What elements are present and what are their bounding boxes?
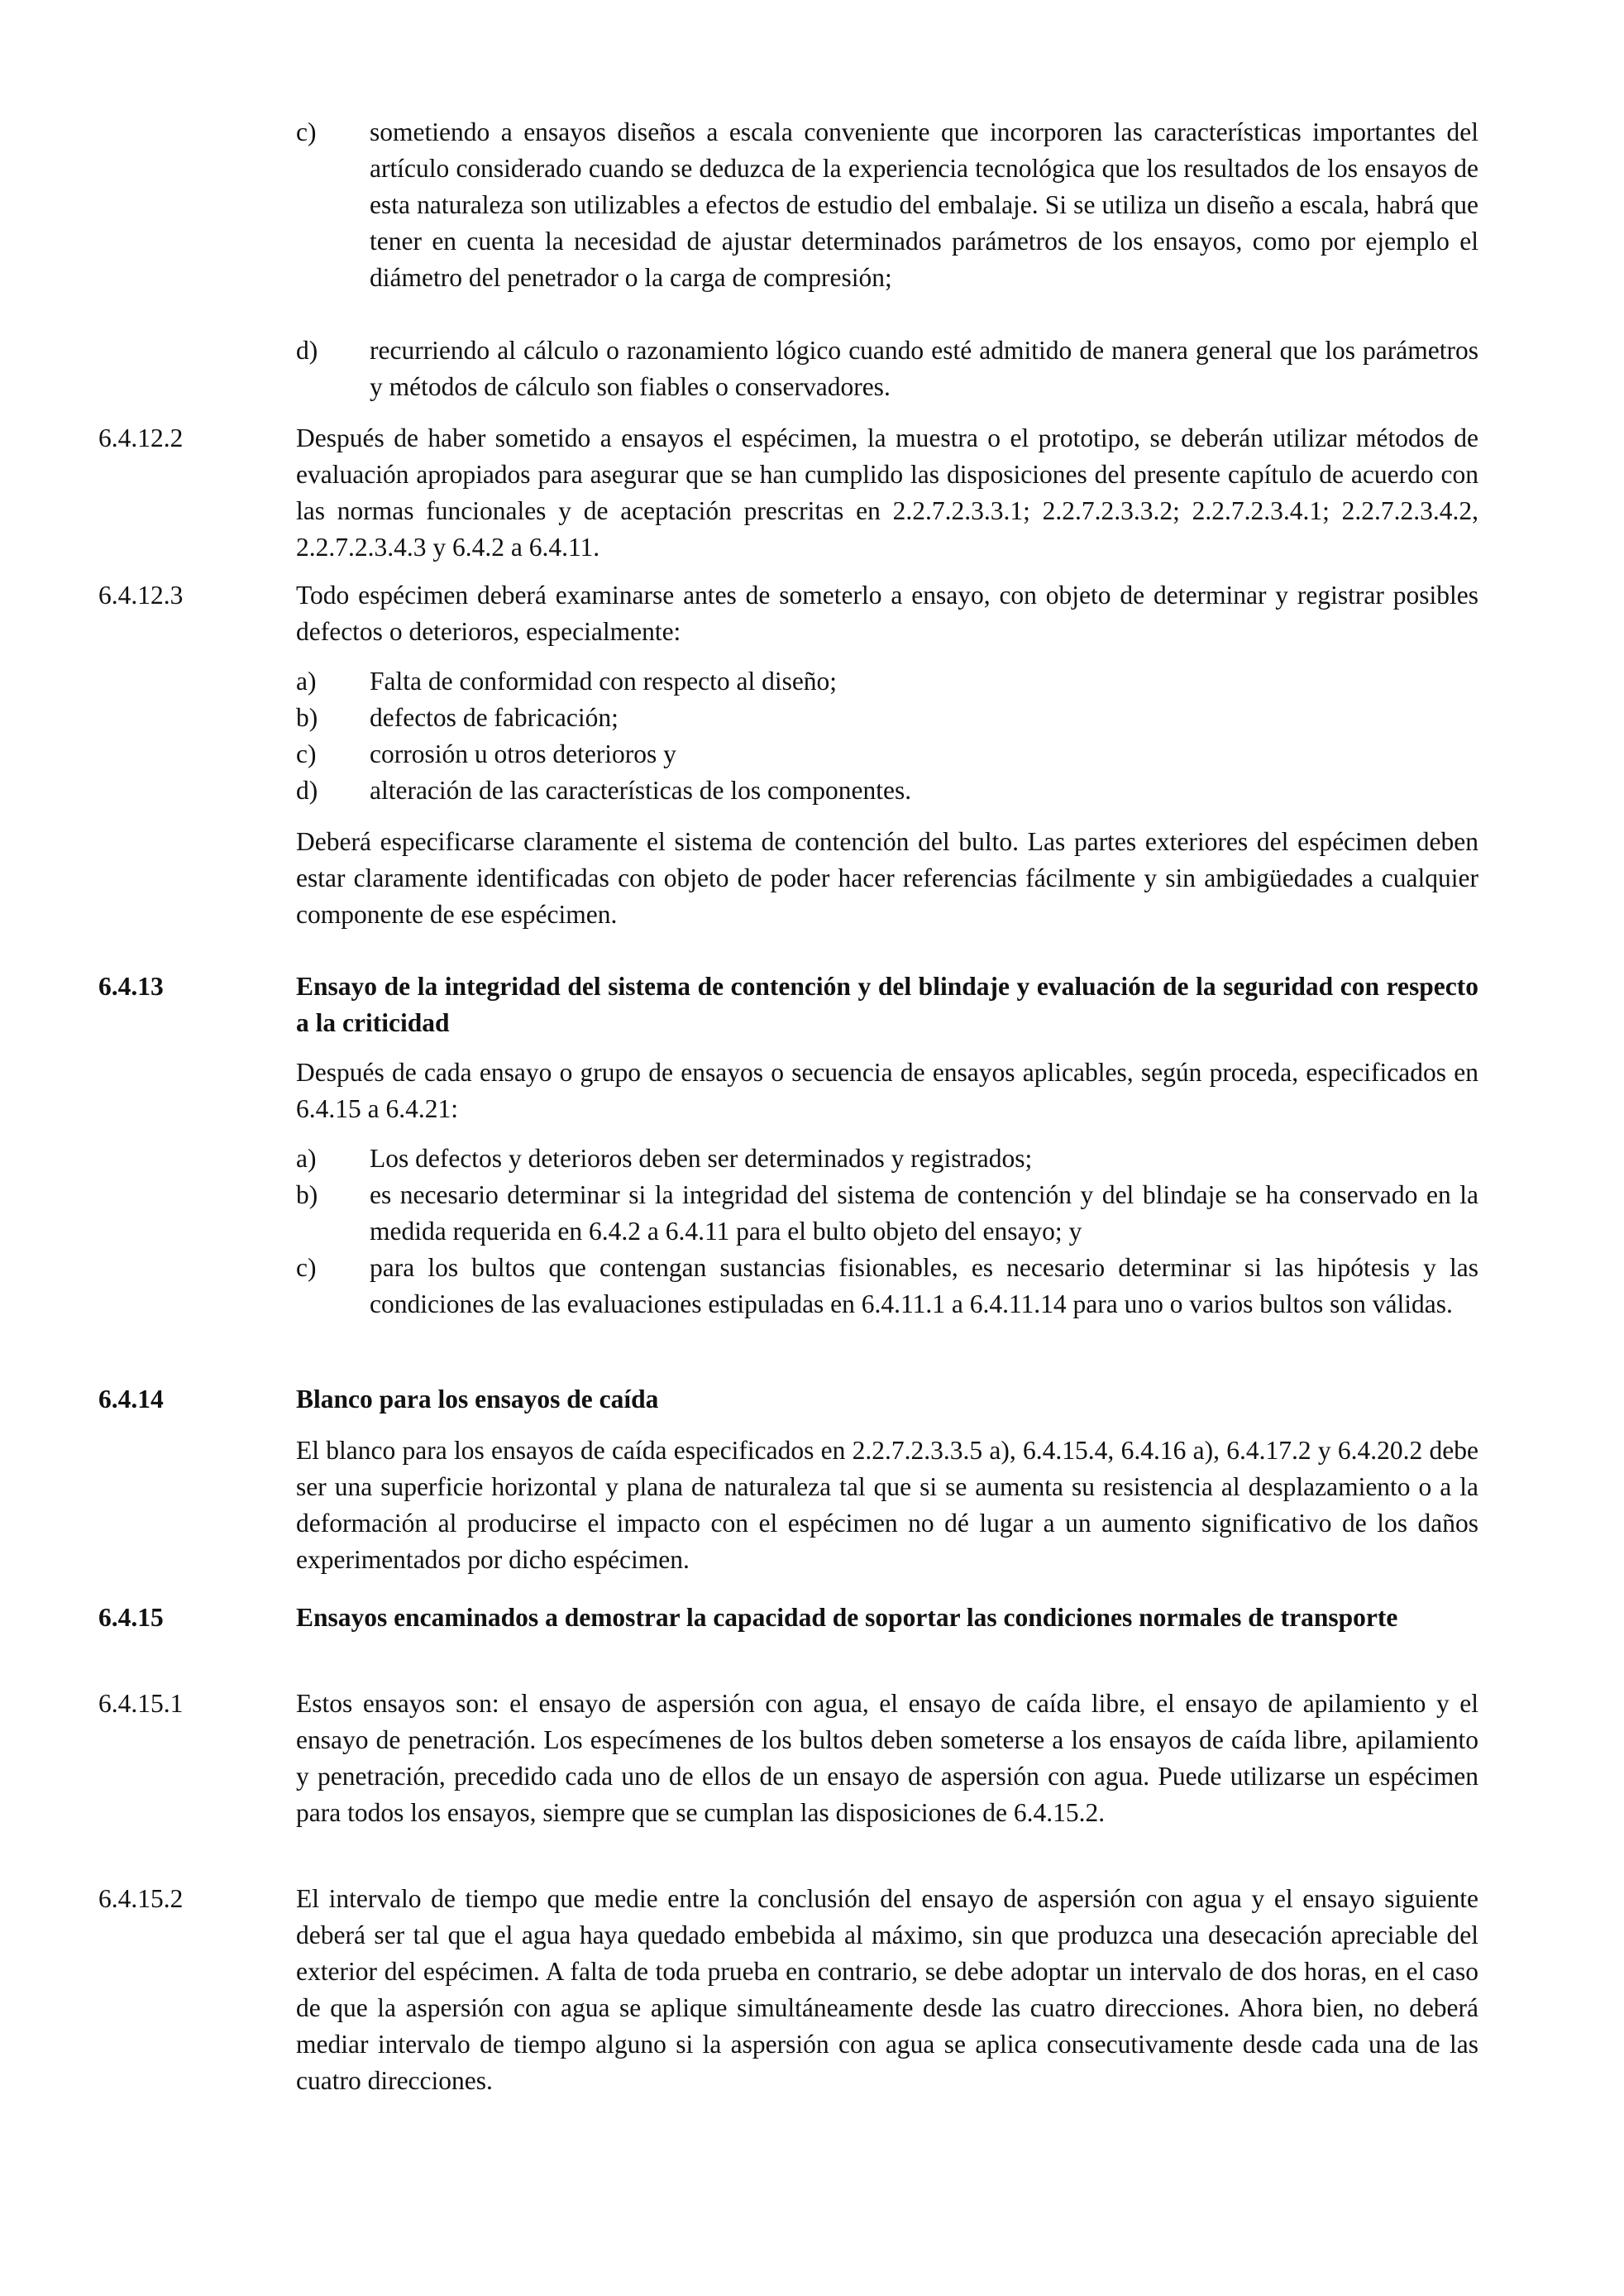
list-item-b xyxy=(296,1177,1478,1250)
list-label: b) xyxy=(296,703,318,732)
list-text: para los bultos que contengan sustancias fisionables, es necesario determinar si las hipótesis y las condiciones de las evaluaciones estipuladas en 6.4.11.1 a 6.4.11.14 para uno o varios bultos son válidas. xyxy=(370,1253,1478,1318)
section-number: 6.4.15 xyxy=(98,1603,164,1632)
list-label: d) xyxy=(296,776,318,805)
section-number: 6.4.15.2 xyxy=(98,1884,184,1913)
list-item-d xyxy=(296,332,1478,405)
list-text: es necesario determinar si la integridad del sistema de contención y del blindaje se ha conservado en la medida requerida en 6.4.2 a 6.4.11 para el bulto objeto del ensayo; y xyxy=(370,1180,1478,1246)
section-number: 6.4.12.2 xyxy=(98,423,184,452)
list-label: c) xyxy=(296,1253,317,1282)
list-text: defectos de fabricación; xyxy=(370,703,619,732)
list-item-a xyxy=(296,1141,1478,1177)
list-label: c) xyxy=(296,739,317,768)
section-intro: Todo espécimen deberá examinarse antes de someterlo a ensayo, con objeto de determinar y registrar posibles defectos o deterioros, especialmente: xyxy=(296,581,1478,646)
list-text: Falta de conformidad con respecto al diseño; xyxy=(370,667,838,696)
list-text: alteración de las características de los componentes. xyxy=(370,776,912,805)
list-item-c xyxy=(296,1250,1478,1323)
section-heading: Ensayos encaminados a demostrar la capacidad de soportar las condiciones normales de transporte xyxy=(296,1603,1398,1632)
section-text: Estos ensayos son: el ensayo de aspersión con agua, el ensayo de caída libre, el ensayo de apilamiento y el ensayo de penetración. Los especímenes de los bultos deben someterse a los ensayos de caída libre, apilamiento y penetración, precedido cada uno de ellos de un ensayo de aspersión con agua. Puede utilizarse un espécimen para todos los ensayos, siempre que se cumplan las disposiciones de 6.4.15.2. xyxy=(296,1689,1478,1827)
list-item-b xyxy=(296,700,1478,736)
section-number: 6.4.14 xyxy=(98,1385,164,1413)
section-text: El intervalo de tiempo que medie entre la conclusión del ensayo de aspersión con agua y el ensayo siguiente deberá ser tal que el agua haya quedado embebida al máximo, sin que produzca una desecación apreciable del exterior del espécimen. A falta de toda prueba en contrario, se debe adoptar un intervalo de dos horas, en el caso de que la aspersión con agua se aplique simultáneamente desde las cuatro direcciones. Ahora bien, no deberá mediar intervalo de tiempo alguno si la aspersión con agua se aplica consecutivamente desde cada una de las cuatro direcciones. xyxy=(296,1884,1478,2095)
section-number: 6.4.13 xyxy=(98,972,164,1001)
list-text: corrosión u otros deterioros y xyxy=(370,739,676,768)
list-text: sometiendo a ensayos diseños a escala conveniente que incorporen las características importantes del artículo considerado cuando se deduzca de la experiencia tecnológica que los resultados de los ensayos de esta naturaleza son utilizables a efectos de estudio del embalaje. Si se utiliza un diseño a escala, habrá que tener en cuenta la necesidad de ajustar determinados parámetros de los ensayos, como por ejemplo el diámetro del penetrador o la carga de compresión; xyxy=(370,117,1478,292)
section-number: 6.4.15.1 xyxy=(98,1689,184,1718)
section-number: 6.4.12.3 xyxy=(98,581,184,610)
list-item-d xyxy=(296,773,1478,809)
section-heading: Blanco para los ensayos de caída xyxy=(296,1385,659,1413)
section-text: El blanco para los ensayos de caída especificados en 2.2.7.2.3.3.5 a), 6.4.15.4, 6.4.16 a), 6.4.17.2 y 6.4.20.2 debe ser una superficie horizontal y plana de naturaleza tal que si se aumenta su resistencia al desplazamiento o a la deformación al producirse el impacto con el espécimen no dé lugar a un aumento significativo de los daños experimentados por dicho espécimen. xyxy=(296,1436,1478,1574)
list-text: Los defectos y deterioros deben ser determinados y registrados; xyxy=(370,1144,1033,1173)
list-label: d) xyxy=(296,336,318,365)
section-closing: Deberá especificarse claramente el sistema de contención del bulto. Las partes exteriores del espécimen deben estar claramente identificadas con objeto de poder hacer referencias fácilmente y sin ambigüedades a cualquier componente de ese espécimen. xyxy=(296,827,1478,929)
section-heading: Ensayo de la integridad del sistema de contención y del blindaje y evaluación de la seguridad con respecto a la criticidad xyxy=(296,972,1478,1037)
list-label: c) xyxy=(296,117,317,146)
list-item-a xyxy=(296,663,1478,700)
list-item-c xyxy=(296,736,1478,773)
list-text: recurriendo al cálculo o razonamiento lógico cuando esté admitido de manera general que los parámetros y métodos de cálculo son fiables o conservadores. xyxy=(370,336,1478,401)
list-label: b) xyxy=(296,1180,318,1209)
list-label: a) xyxy=(296,667,317,696)
list-item-c xyxy=(296,114,1478,296)
section-intro: Después de cada ensayo o grupo de ensayos o secuencia de ensayos aplicables, según proceda, especificados en 6.4.15 a 6.4.21: xyxy=(296,1058,1478,1123)
list-label: a) xyxy=(296,1144,317,1173)
section-text: Después de haber sometido a ensayos el espécimen, la muestra o el prototipo, se deberán utilizar métodos de evaluación apropiados para asegurar que se han cumplido las disposiciones del presente capítulo de acuerdo con las normas funcionales y de aceptación prescritas en 2.2.7.2.3.3.1; 2.2.7.2.3.3.2; 2.2.7.2.3.4.1; 2.2.7.2.3.4.2, 2.2.7.2.3.4.3 y 6.4.2 a 6.4.11. xyxy=(296,423,1478,562)
